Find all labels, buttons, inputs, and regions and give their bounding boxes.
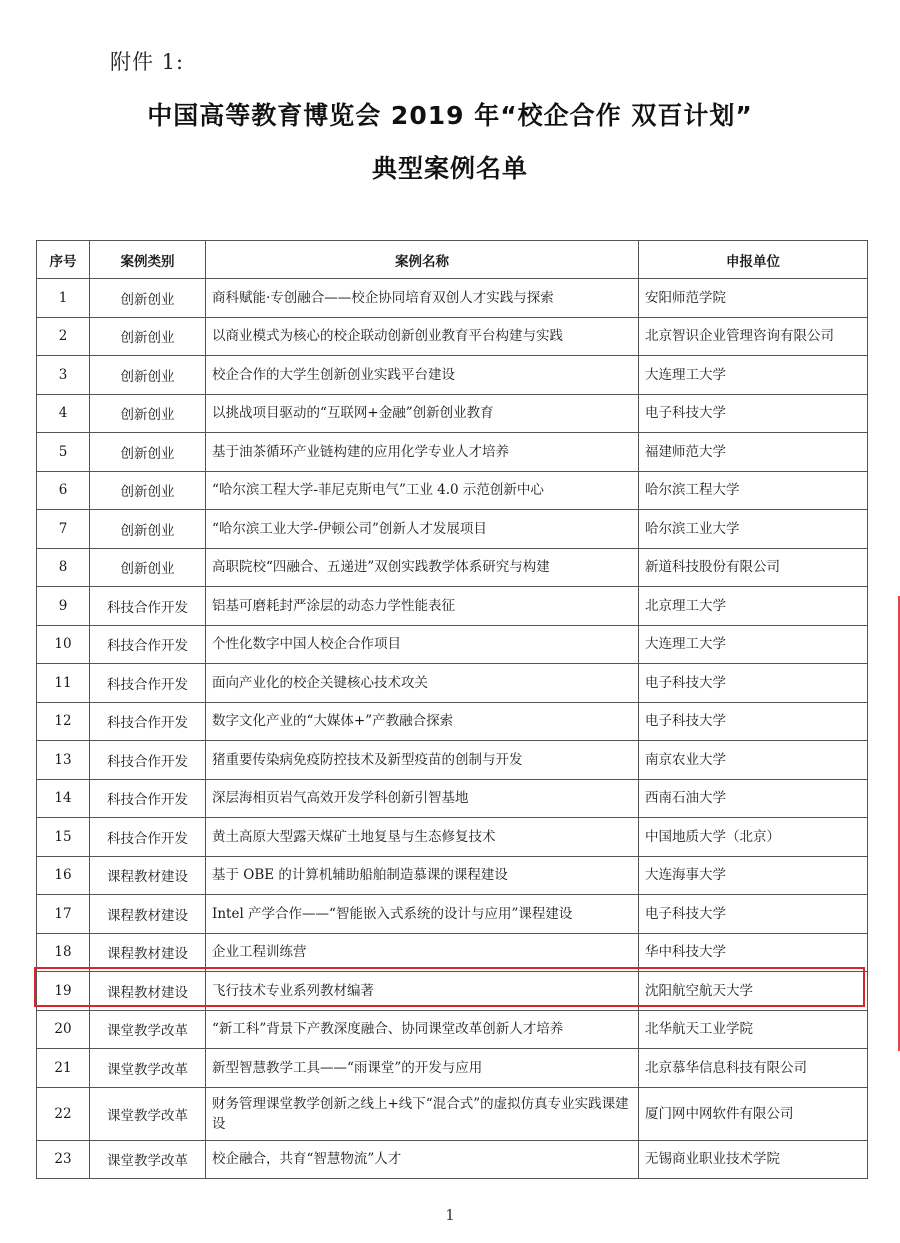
table-row bbox=[37, 356, 868, 395]
row-category: 创新创业 bbox=[90, 356, 206, 395]
row-category: 课程教材建设 bbox=[90, 933, 206, 972]
row-case-name: “哈尔滨工业大学-伊顿公司”创新人才发展项目 bbox=[206, 510, 639, 549]
table-row bbox=[37, 433, 868, 472]
row-category: 科技合作开发 bbox=[90, 664, 206, 703]
row-case-name: 铝基可磨耗封严涂层的动态力学性能表征 bbox=[206, 587, 639, 626]
table-row bbox=[37, 702, 868, 741]
row-applicant-unit: 北京智识企业管理咨询有限公司 bbox=[639, 317, 868, 356]
row-category: 创新创业 bbox=[90, 279, 206, 318]
table-row bbox=[37, 1010, 868, 1049]
row-number: 21 bbox=[37, 1049, 90, 1088]
row-applicant-unit: 中国地质大学（北京） bbox=[639, 818, 868, 857]
row-applicant-unit: 电子科技大学 bbox=[639, 895, 868, 934]
row-category: 创新创业 bbox=[90, 471, 206, 510]
row-number: 6 bbox=[37, 471, 90, 510]
row-number: 18 bbox=[37, 933, 90, 972]
table-row bbox=[37, 1087, 868, 1140]
row-number: 19 bbox=[37, 972, 90, 1011]
row-number: 4 bbox=[37, 394, 90, 433]
row-applicant-unit: 哈尔滨工业大学 bbox=[639, 510, 868, 549]
table-row bbox=[37, 548, 868, 587]
row-category: 课程教材建设 bbox=[90, 895, 206, 934]
row-number: 10 bbox=[37, 625, 90, 664]
row-applicant-unit: 大连海事大学 bbox=[639, 856, 868, 895]
row-case-name: 猪重要传染病免疫防控技术及新型疫苗的创制与开发 bbox=[206, 741, 639, 780]
header-category: 案例类别 bbox=[90, 241, 206, 279]
row-applicant-unit: 无锡商业职业技术学院 bbox=[639, 1140, 868, 1179]
row-applicant-unit: 电子科技大学 bbox=[639, 702, 868, 741]
document-title-line2: 典型案例名单 bbox=[371, 154, 528, 183]
row-case-name: 个性化数字中国人校企合作项目 bbox=[206, 625, 639, 664]
row-case-name: 面向产业化的校企关键核心技术攻关 bbox=[206, 664, 639, 703]
row-category: 科技合作开发 bbox=[90, 587, 206, 626]
page-number: 1 bbox=[445, 1206, 455, 1224]
table-row bbox=[37, 587, 868, 626]
document-title-line1: 中国高等教育博览会 2019 年“校企合作 双百计划” bbox=[147, 101, 753, 130]
table-body bbox=[37, 279, 868, 1179]
row-category: 课程教材建设 bbox=[90, 972, 206, 1011]
table-row bbox=[37, 933, 868, 972]
row-category: 创新创业 bbox=[90, 433, 206, 472]
row-applicant-unit: 华中科技大学 bbox=[639, 933, 868, 972]
row-applicant-unit: 西南石油大学 bbox=[639, 779, 868, 818]
row-case-name: 深层海相页岩气高效开发学科创新引智基地 bbox=[206, 779, 639, 818]
table-row bbox=[37, 818, 868, 857]
row-category: 课堂教学改革 bbox=[90, 1087, 206, 1140]
table-row bbox=[37, 279, 868, 318]
row-applicant-unit: 厦门网中网软件有限公司 bbox=[639, 1087, 868, 1140]
row-applicant-unit: 北京理工大学 bbox=[639, 587, 868, 626]
row-category: 创新创业 bbox=[90, 394, 206, 433]
annex-label: 附件 1: bbox=[110, 50, 185, 74]
row-number: 7 bbox=[37, 510, 90, 549]
row-case-name: 商科赋能·专创融合——校企协同培育双创人才实践与探索 bbox=[206, 279, 639, 318]
row-case-name: 高职院校“四融合、五递进”双创实践教学体系研究与构建 bbox=[206, 548, 639, 587]
row-number: 8 bbox=[37, 548, 90, 587]
row-case-name: 飞行技术专业系列教材编著 bbox=[206, 972, 639, 1011]
row-applicant-unit: 电子科技大学 bbox=[639, 664, 868, 703]
table-row bbox=[37, 779, 868, 818]
row-number: 13 bbox=[37, 741, 90, 780]
row-case-name: 财务管理课堂教学创新之线上+线下“混合式”的虚拟仿真专业实践课建设 bbox=[206, 1087, 639, 1140]
table-row bbox=[37, 471, 868, 510]
table-row bbox=[37, 625, 868, 664]
row-number: 1 bbox=[37, 279, 90, 318]
row-case-name: 校企融合，共育“智慧物流”人才 bbox=[206, 1140, 639, 1179]
row-case-name: 以商业模式为核心的校企联动创新创业教育平台构建与实践 bbox=[206, 317, 639, 356]
row-applicant-unit: 北华航天工业学院 bbox=[639, 1010, 868, 1049]
row-applicant-unit: 福建师范大学 bbox=[639, 433, 868, 472]
table-row bbox=[37, 510, 868, 549]
row-number: 16 bbox=[37, 856, 90, 895]
table-row bbox=[37, 895, 868, 934]
row-case-name: 新型智慧教学工具——“雨课堂”的开发与应用 bbox=[206, 1049, 639, 1088]
row-category: 科技合作开发 bbox=[90, 741, 206, 780]
row-category: 创新创业 bbox=[90, 317, 206, 356]
row-category: 科技合作开发 bbox=[90, 702, 206, 741]
header-case-name: 案例名称 bbox=[206, 241, 639, 279]
row-applicant-unit: 安阳师范学院 bbox=[639, 279, 868, 318]
table-row bbox=[37, 664, 868, 703]
row-category: 创新创业 bbox=[90, 510, 206, 549]
row-number: 15 bbox=[37, 818, 90, 857]
row-case-name: 以挑战项目驱动的“互联网+金融”创新创业教育 bbox=[206, 394, 639, 433]
row-category: 科技合作开发 bbox=[90, 779, 206, 818]
row-case-name: 黄土高原大型露天煤矿土地复垦与生态修复技术 bbox=[206, 818, 639, 857]
row-case-name: 基于油茶循环产业链构建的应用化学专业人才培养 bbox=[206, 433, 639, 472]
table-row bbox=[37, 1049, 868, 1088]
row-category: 科技合作开发 bbox=[90, 818, 206, 857]
row-category: 创新创业 bbox=[90, 548, 206, 587]
row-applicant-unit: 南京农业大学 bbox=[639, 741, 868, 780]
row-number: 14 bbox=[37, 779, 90, 818]
row-category: 课程教材建设 bbox=[90, 856, 206, 895]
table-row bbox=[37, 317, 868, 356]
row-applicant-unit: 哈尔滨工程大学 bbox=[639, 471, 868, 510]
row-category: 科技合作开发 bbox=[90, 625, 206, 664]
table-row bbox=[37, 972, 868, 1011]
row-number: 3 bbox=[37, 356, 90, 395]
table-header-row bbox=[37, 241, 868, 279]
row-case-name: 校企合作的大学生创新创业实践平台建设 bbox=[206, 356, 639, 395]
table-row bbox=[37, 394, 868, 433]
row-category: 课堂教学改革 bbox=[90, 1010, 206, 1049]
table-row bbox=[37, 741, 868, 780]
row-number: 9 bbox=[37, 587, 90, 626]
row-number: 23 bbox=[37, 1140, 90, 1179]
row-applicant-unit: 电子科技大学 bbox=[639, 394, 868, 433]
header-number: 序号 bbox=[37, 241, 90, 279]
row-case-name: Intel 产学合作——“智能嵌入式系统的设计与应用”课程建设 bbox=[206, 895, 639, 934]
row-case-name: “新工科”背景下产教深度融合、协同课堂改革创新人才培养 bbox=[206, 1010, 639, 1049]
row-number: 5 bbox=[37, 433, 90, 472]
row-number: 2 bbox=[37, 317, 90, 356]
row-applicant-unit: 沈阳航空航天大学 bbox=[639, 972, 868, 1011]
header-applicant-unit: 申报单位 bbox=[639, 241, 868, 279]
row-number: 22 bbox=[37, 1087, 90, 1140]
row-category: 课堂教学改革 bbox=[90, 1140, 206, 1179]
row-applicant-unit: 新道科技股份有限公司 bbox=[639, 548, 868, 587]
table-row bbox=[37, 1140, 868, 1179]
row-case-name: 基于 OBE 的计算机辅助船舶制造慕课的课程建设 bbox=[206, 856, 639, 895]
case-list-table bbox=[36, 240, 868, 1179]
row-number: 11 bbox=[37, 664, 90, 703]
row-case-name: 企业工程训练营 bbox=[206, 933, 639, 972]
row-category: 课堂教学改革 bbox=[90, 1049, 206, 1088]
row-number: 20 bbox=[37, 1010, 90, 1049]
row-number: 17 bbox=[37, 895, 90, 934]
table-row bbox=[37, 856, 868, 895]
row-applicant-unit: 北京慕华信息科技有限公司 bbox=[639, 1049, 868, 1088]
row-case-name: “哈尔滨工程大学-菲尼克斯电气”工业 4.0 示范创新中心 bbox=[206, 471, 639, 510]
row-applicant-unit: 大连理工大学 bbox=[639, 356, 868, 395]
row-case-name: 数字文化产业的“大媒体+”产教融合探索 bbox=[206, 702, 639, 741]
row-applicant-unit: 大连理工大学 bbox=[639, 625, 868, 664]
row-number: 12 bbox=[37, 702, 90, 741]
